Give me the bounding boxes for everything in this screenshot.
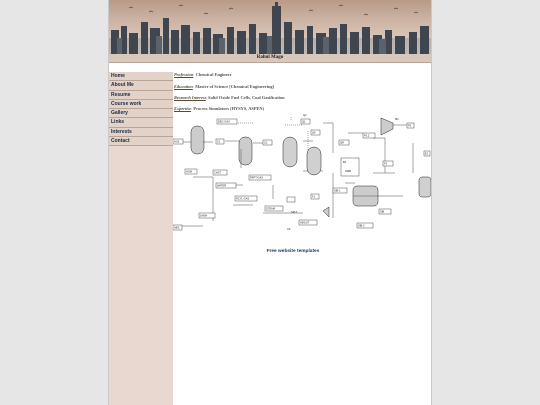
diagram-label-c1: C1	[217, 140, 221, 144]
diagram-label-e1: E1	[425, 152, 429, 156]
diagram-label-shsh: SHSH	[200, 214, 208, 218]
diagram-label-qr: QR	[340, 141, 344, 145]
nav-course-work[interactable]: Course work	[109, 100, 173, 109]
diagram-label-m2: M2	[395, 118, 399, 121]
expertise-line: Expertise: Process Simulators (HYSYS, ASPEN)	[174, 106, 265, 111]
research-line: Research Interest: Solid Oxide Fuel Cells, Coal Gasification	[174, 95, 285, 100]
diagram-label-p3: P3	[408, 124, 412, 128]
profession-label: Profession	[174, 72, 194, 77]
diagram-label-q4: Q4	[312, 131, 316, 135]
main-content	[173, 63, 431, 405]
expertise-label: Expertise	[174, 106, 192, 111]
nav-resume[interactable]: Resume	[109, 91, 173, 100]
diagram-label-q2: Q2	[303, 114, 307, 117]
diagram-label-c3: C3	[287, 228, 291, 231]
diagram-label-hdout: HDOUT	[300, 221, 310, 225]
diagram-label-rfpt-gas: RFPT-GAS	[250, 176, 263, 180]
page	[108, 0, 432, 405]
profession-line: Profession: Chemical Engineer	[174, 72, 232, 77]
education-label: Education	[174, 84, 193, 89]
diagram-label-c2: C2	[264, 141, 268, 145]
free-website-templates-link[interactable]: Free website templates	[266, 249, 320, 254]
diagram-label-q1: Q1	[302, 120, 306, 124]
header-skyline-banner	[109, 0, 431, 54]
diagram-label-huz: HUZ	[174, 140, 180, 144]
diagram-label-sbi: SBI	[380, 210, 385, 214]
sidebar-nav	[109, 63, 173, 405]
nav-home[interactable]: Home	[109, 72, 173, 81]
diagram-label-swb: SWB	[345, 170, 351, 173]
diagram-label-splt: SPLT	[291, 211, 298, 214]
diagram-label-hom: HOM	[186, 170, 193, 174]
process-flow-diagram	[173, 113, 431, 235]
nav-contact[interactable]: Contact	[109, 137, 173, 146]
nav-interests[interactable]: Interests	[109, 128, 173, 137]
site-owner-name: Rahul Mago	[109, 54, 431, 63]
research-value: Solid Oxide Fuel Cells, Coal Gasification	[208, 95, 285, 100]
diagram-label-f1: F1	[312, 195, 316, 199]
skyline-image	[109, 0, 431, 54]
diagram-label-sbi-2: SBI-2	[358, 224, 365, 228]
diagram-label-b1: B1	[343, 161, 347, 164]
diagram-label-chst: CHST	[214, 171, 222, 175]
diagram-label-dec-gas: DEC-GAS	[218, 120, 230, 124]
diagram-label-water: WATER	[217, 184, 227, 188]
nav-about-me[interactable]: About Me	[109, 81, 173, 90]
research-label: Research Interest	[174, 95, 206, 100]
diagram-label-nes: NES	[174, 226, 180, 230]
diagram-label-rcyl-gas: RCYL-GAS	[236, 197, 250, 201]
diagram-label-steam: STEAM	[266, 207, 275, 211]
diagram-label-p3-2: P3.2	[364, 134, 370, 138]
education-line: Education: Master of Science [Chemical Engineering]	[174, 84, 275, 89]
nav-links[interactable]: Links	[109, 118, 173, 127]
expertise-value: Process Simulators (HYSYS, ASPEN)	[193, 106, 265, 111]
education-value: Master of Science [Chemical Engineering]	[195, 84, 275, 89]
diagram-label-p2: P2	[384, 162, 388, 166]
diagram-label-sbi-1: SBI-1	[334, 189, 341, 193]
nav-gallery[interactable]: Gallery	[109, 109, 173, 118]
profession-value: Chemical Engineer	[195, 72, 232, 77]
